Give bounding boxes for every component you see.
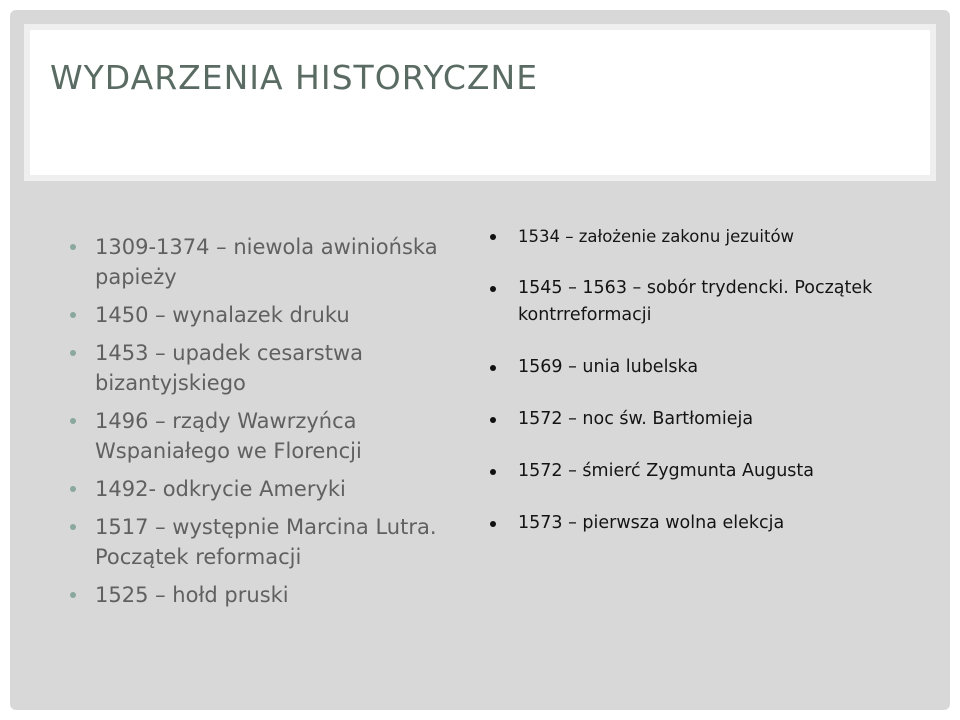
event-item: 1534 – założenie zakonu jezuitów xyxy=(488,223,953,250)
event-item: 1545 – 1563 – sobór trydencki. Początek kontrreformacji xyxy=(488,275,953,329)
slide xyxy=(10,10,950,710)
event-item: 1573 – pierwsza wolna elekcja xyxy=(488,510,953,537)
title-box xyxy=(30,30,930,175)
left-event-list xyxy=(68,232,468,618)
event-item: 1450 – wynalazek druku xyxy=(68,300,468,330)
event-item: 1569 – unia lubelska xyxy=(488,354,953,381)
event-item: 1517 – występnie Marcina Lutra. Początek reformacji xyxy=(68,512,468,572)
event-item: 1309-1374 – niewola awiniońska papieży xyxy=(68,232,468,292)
event-item: 1525 – hołd pruski xyxy=(68,580,468,610)
event-item: 1453 – upadek cesarstwa bizantyjskiego xyxy=(68,338,468,398)
event-item: 1492- odkrycie Ameryki xyxy=(68,474,468,504)
event-item: 1572 – śmierć Zygmunta Augusta xyxy=(488,458,953,485)
event-item: 1496 – rządy Wawrzyńca Wspaniałego we Florencji xyxy=(68,406,468,466)
event-item: 1572 – noc św. Bartłomieja xyxy=(488,406,953,433)
right-event-list xyxy=(488,223,953,562)
slide-title: WYDARZENIA HISTORYCZNE xyxy=(50,58,539,97)
